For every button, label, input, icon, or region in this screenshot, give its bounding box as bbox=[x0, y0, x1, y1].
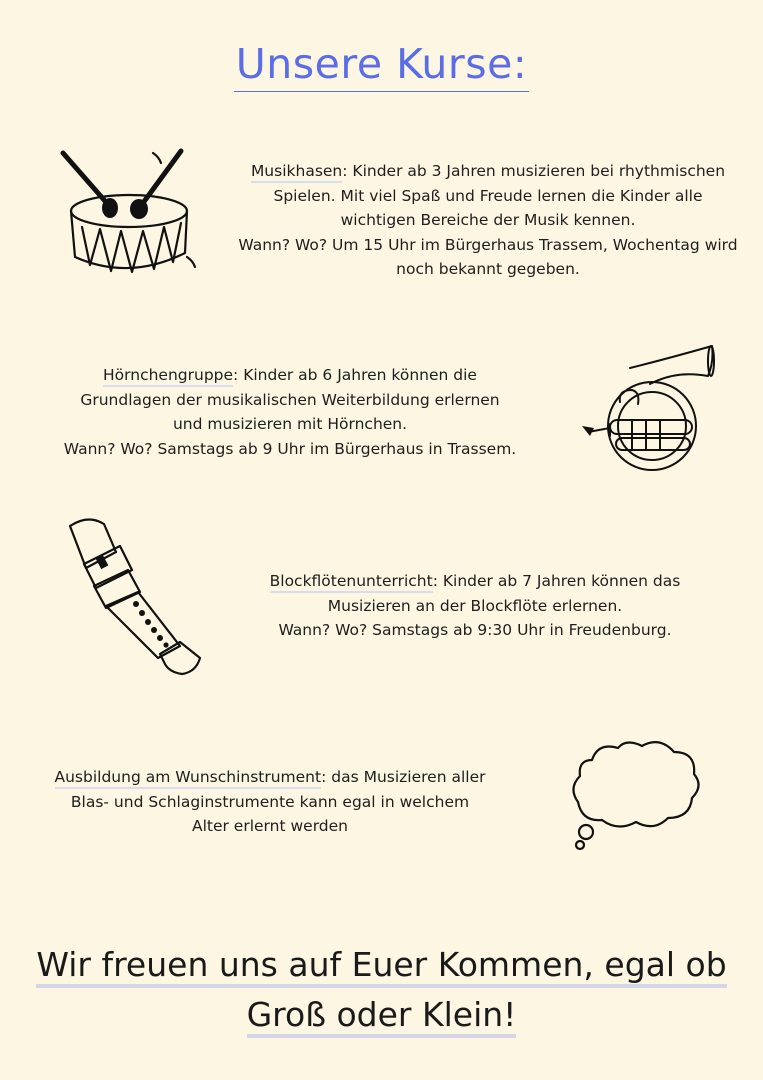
closing-message: Wir freuen uns auf Euer Kommen, egal ob Groß oder Klein! bbox=[0, 940, 763, 1040]
page-title: Unsere Kurse: bbox=[0, 40, 763, 88]
course-musikhasen: Musikhasen: Kinder ab 3 Jahren musizieren bei rhythmischen Spielen. Mit viel Spaß und Freude lernen die Kinder alle wichtigen Bereiche der Musik kennen. Wann? Wo? Um 15 Uhr im Bürgerhaus Trassem, Wochentag wird noch bekannt gegeben. bbox=[238, 162, 738, 278]
horn-icon bbox=[580, 340, 720, 480]
course-title: Ausbildung am Wunschinstrument bbox=[55, 768, 322, 789]
recorder-icon bbox=[60, 512, 210, 682]
course-blockfloetenunterricht: Blockflötenunterricht: Kinder ab 7 Jahren können das Musizieren an der Blockflöte erlernen. Wann? Wo? Samstags ab 9:30 Uhr in Freudenburg. bbox=[269, 572, 681, 639]
course-hoernchengruppe: Hörnchengruppe: Kinder ab 6 Jahren können die Grundlagen der musikalischen Weiterbildung erlernen und musizieren mit Hörnchen. Wann? Wo? Samstags ab 9 Uhr im Bürgerhaus in Trassem. bbox=[63, 366, 517, 458]
course-title: Blockflötenunterricht bbox=[270, 572, 433, 593]
thought-bubble-icon bbox=[570, 738, 710, 853]
drum-icon bbox=[55, 145, 205, 280]
course-wunschinstrument: Ausbildung am Wunschinstrument: das Musizieren aller Blas- und Schlaginstrumente kann egal in welchem Alter erlernt werden bbox=[54, 768, 486, 835]
course-title: Hörnchengruppe bbox=[103, 366, 233, 387]
course-title: Musikhasen bbox=[251, 162, 342, 183]
